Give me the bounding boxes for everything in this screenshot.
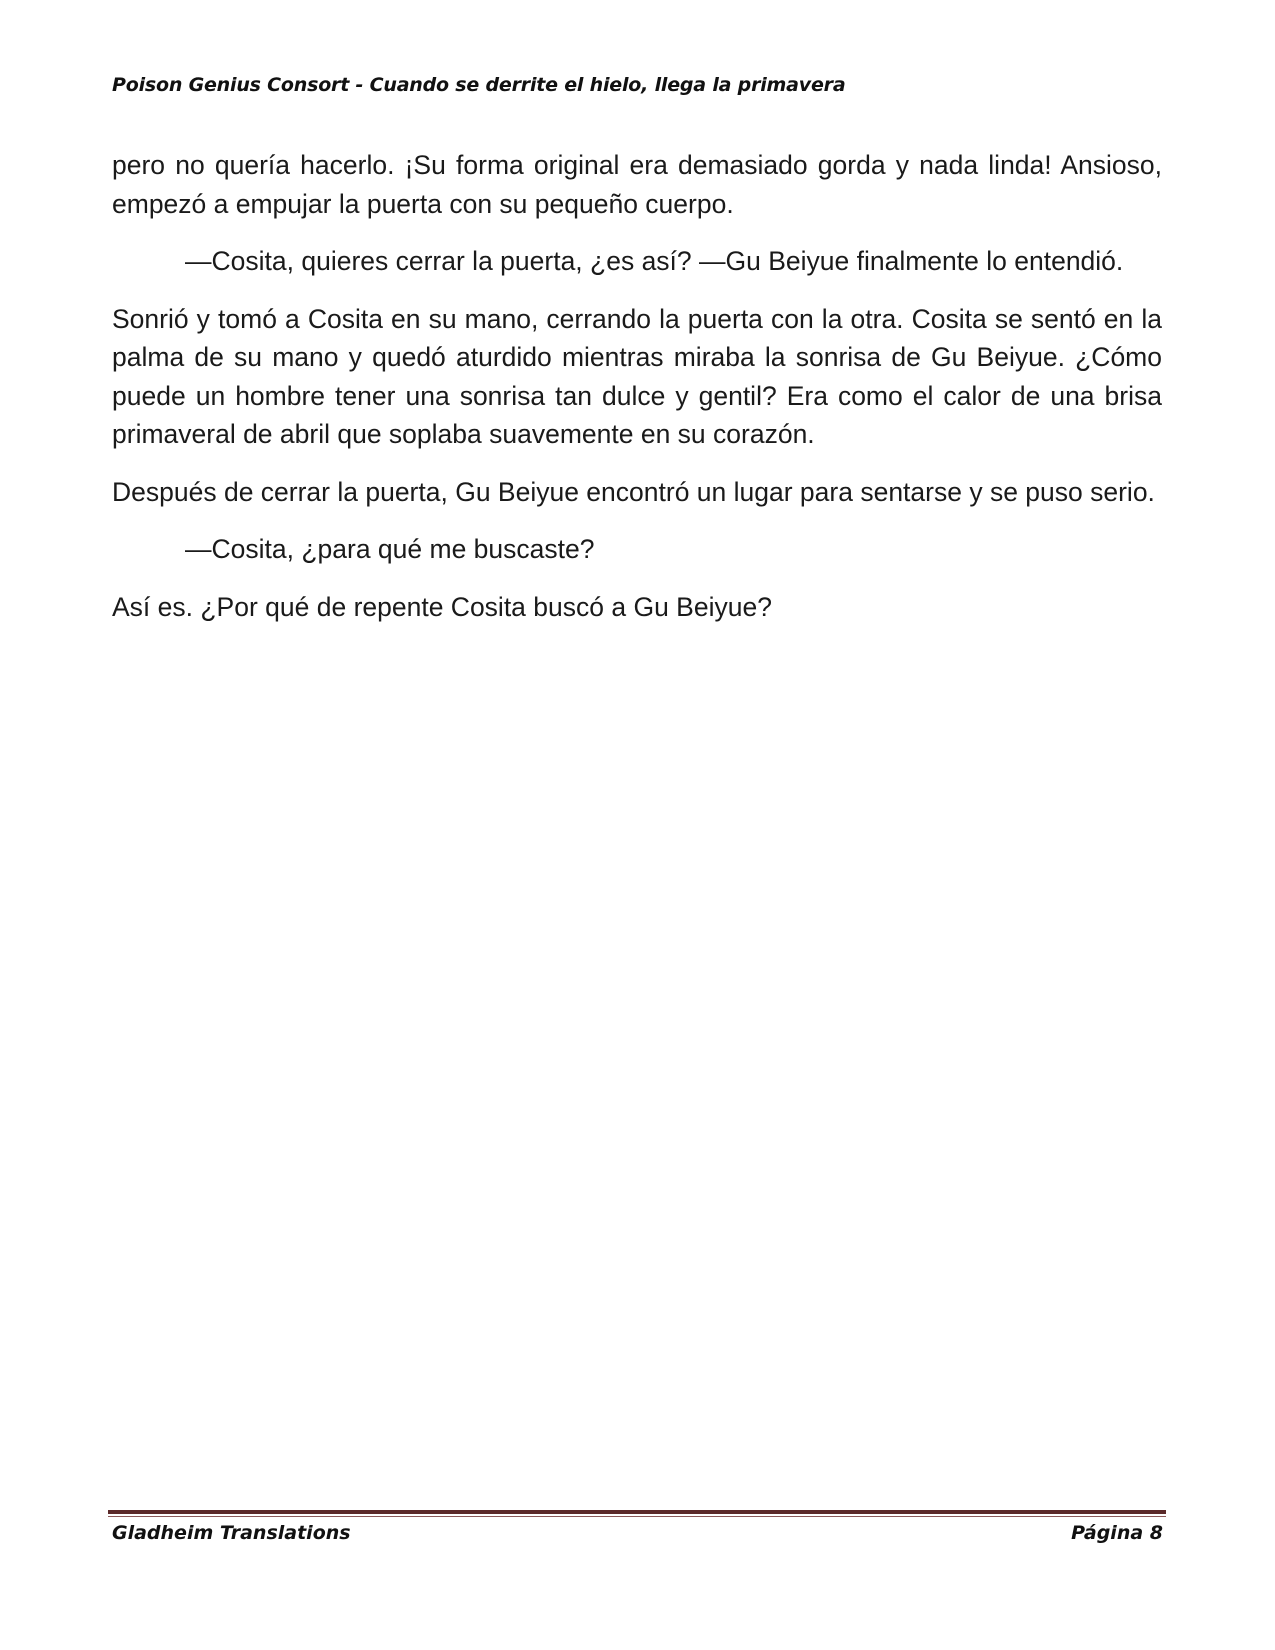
footer-publisher: Gladheim Translations	[112, 1522, 351, 1544]
paragraph: Así es. ¿Por qué de repente Cosita buscó a Gu Beiyue?	[112, 591, 772, 622]
dialogue-paragraph: —Cosita, quieres cerrar la puerta, ¿es así? —Gu Beiyue finalmente lo entendió.	[185, 246, 1124, 276]
paragraph: Después de cerrar la puerta, Gu Beiyue encontró un lugar para sentarse y se puso serio.	[112, 476, 1155, 507]
footer-page-number: Página 8	[1071, 1522, 1163, 1544]
paragraph: Sonrió y tomó a Cosita en su mano, cerrando la puerta con la otra. Cosita se sentó en la palma de su mano y quedó aturdido mientras miraba la sonrisa de Gu Beiyue. ¿Cómo puede un hombre tener una sonrisa tan dulce y gentil? Era como el calor de una brisa primaveral de abril que soplaba suavemente en su corazón.	[112, 303, 1162, 449]
page-header: Poison Genius Consort - Cuando se derrite el hielo, llega la primavera	[112, 74, 846, 96]
paragraph: pero no quería hacerlo. ¡Su forma original era demasiado gorda y nada linda! Ansioso, empezó a empujar la puerta con su pequeño cuerpo.	[112, 150, 1162, 219]
dialogue-paragraph: —Cosita, ¿para qué me buscaste?	[185, 534, 595, 564]
footer-divider	[108, 1510, 1166, 1517]
body-text	[112, 146, 1162, 645]
